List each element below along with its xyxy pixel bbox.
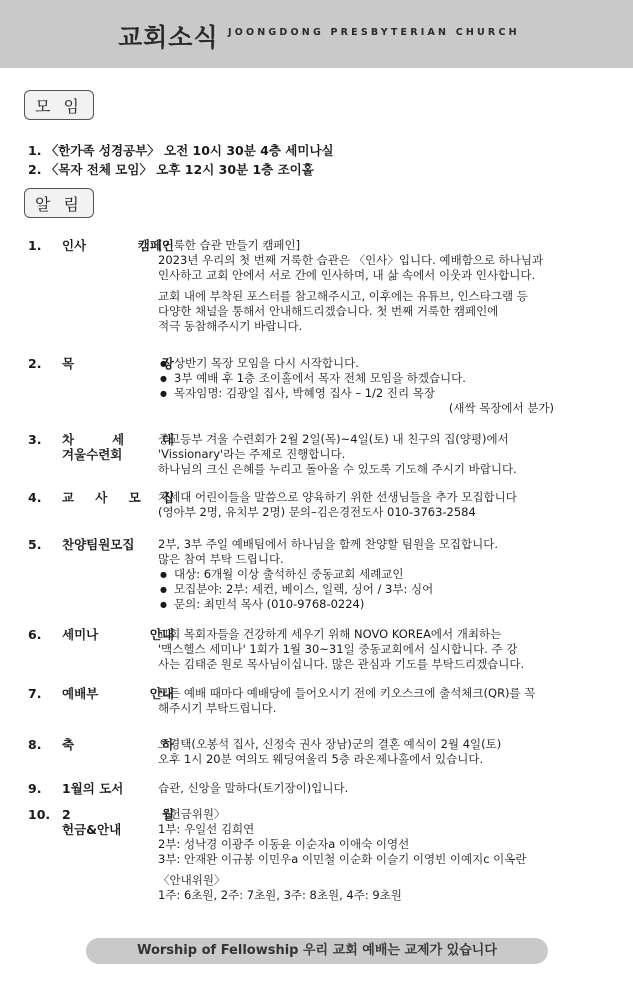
item-line: 교회 목회자들을 건강하게 세우기 위해 NOVO KOREA에서 개최하는 [158,627,502,641]
item-line: 중고등부 겨울 수련회가 2월 2일(목)~4일(토) 내 친구의 집(양평)에서 [158,432,509,446]
item-line: 1주: 6초원, 2주: 7초원, 3주: 8초원, 4주: 9초원 [158,888,402,902]
item-bullet: ● 문의: 최민석 목사 (010-9768-0224) [158,597,604,612]
item-line: 교회 내에 부착된 포스터를 참고해주시고, 이후에는 유튜브, 인스타그램 등 [158,289,528,303]
item-title: 1월의 도서 [62,781,124,796]
item-body [158,627,604,672]
item-body [158,238,604,334]
item-line: 〈안내위원〉 [158,873,226,887]
item-body [158,807,604,903]
item-line: 2023년 우리의 첫 번째 거룩한 습관은 〈인사〉입니다. 예배함으로 하나님과 [158,253,544,267]
item-line: 2부: 성낙경 이광주 이동윤 이순자a 이애숙 이영선 [158,837,410,851]
item-body [158,737,604,767]
item-line: 모든 예배 때마다 예배당에 들어오시기 전에 키오스크에 출석체크(QR)를 꼭 [158,686,536,700]
item-number: 3. [28,432,42,447]
item-bullet: ● 대상: 6개월 이상 출석하신 중동교회 세례교인 [158,567,604,582]
item-title: 2 월 [62,807,174,822]
item-number: 6. [28,627,42,642]
item-body [158,432,604,477]
item-line: 2부, 3부 주일 예배팀에서 하나님을 함께 찬양할 팀원을 모집합니다. [158,537,499,551]
item-line: 3부: 안재완 이규봉 이민우a 이민철 이순화 이슬기 이영빈 이예지c 이옥란 [158,852,527,866]
item-line: 다양한 채널을 통해서 안내해드리겠습니다. 첫 번째 거룩한 캠페인에 [158,304,499,318]
item-title: 교 사 모 집 [62,490,174,505]
page-header [0,0,633,68]
item-title-line-2: 헌금&안내 [62,822,122,837]
item-line: (새싹 목장에서 분가) [448,401,554,415]
item-body [158,781,604,796]
notices-label: 알 림 [24,188,94,218]
item-title: 인사 캠페인 [62,238,174,253]
item-line: 적극 동참해주시기 바랍니다. [158,319,303,333]
item-title: 차 세 대 [62,432,174,447]
item-bullet: ● 목자임명: 김광일 집사, 박혜영 집사 – 1/2 진리 목장 [158,386,604,401]
item-line: 해주시기 부탁드립니다. [158,701,277,715]
item-number: 10. [28,807,51,822]
item-line: 'Vissionary'라는 주제로 진행합니다. [158,447,346,461]
item-bullet: ● 모집분야: 2부: 세컨, 베이스, 일렉, 싱어 / 3부: 싱어 [158,582,604,597]
meeting-line-2: 2. 〈목자 전체 모임〉 오후 12시 30분 1층 조이홀 [28,162,314,177]
item-number: 4. [28,490,42,505]
item-number: 9. [28,781,42,796]
item-body [158,537,604,612]
meeting-line-1: 1. 〈한가족 성경공부〉 오전 10시 30분 4층 세미나실 [28,143,334,158]
item-line: 〈헌금위원〉 [158,807,226,821]
item-title: 세미나 안내 [62,627,174,642]
item-body [158,686,604,716]
meetings-label: 모 임 [24,90,94,120]
item-line: 인사하고 교회 안에서 서로 간에 인사하며, 내 삶 속에서 이웃과 인사합니다. [158,268,536,282]
item-line: 하나님의 크신 은혜를 누리고 돌아올 수 있도록 기도해 주시기 바랍니다. [158,462,517,476]
header-title: 교회소식 [118,23,219,52]
item-line: 습관, 신앙을 말하다(토기장이)입니다. [158,781,349,795]
item-body [158,356,604,416]
item-line: 차세대 어린이들을 말씀으로 양육하기 위한 선생님들을 추가 모집합니다 [158,490,517,504]
item-title: 목 장 [62,356,174,371]
item-bullet: ● 3부 예배 후 1층 조이홀에서 목자 전체 모임을 하겠습니다. [158,371,604,386]
item-line: [거룩한 습관 만들기 캠페인] [158,238,301,252]
header-subtitle: JOONGDONG PRESBYTERIAN CHURCH [228,27,520,38]
item-title-line-2: 겨울수련회 [62,447,123,462]
item-line: 오경택(오봉석 집사, 신정숙 권사 장남)군의 결혼 예식이 2월 4일(토) [158,737,502,751]
item-line: 오후 1시 20분 여의도 웨딩여울리 5층 라온제나홀에서 있습니다. [158,752,484,766]
item-bullet: ● 상반기 목장 모임을 다시 시작합니다. [158,356,604,371]
footer-banner: Worship of Fellowship 우리 교회 예배는 교제가 있습니다 [86,938,548,964]
item-title: 찬양팀원모집 [62,537,135,552]
item-line: (영아부 2명, 유치부 2명) 문의–김은경전도사 010-3763-2584 [158,505,476,519]
item-number: 5. [28,537,42,552]
item-number: 8. [28,737,42,752]
item-line: 많은 참여 부탁 드립니다. [158,552,284,566]
item-number: 7. [28,686,42,701]
item-body [158,490,604,520]
item-number: 2. [28,356,42,371]
item-line: '맥스헬스 세미나' 1회가 1월 30~31일 중동교회에서 실시합니다. 주 강 [158,642,518,656]
item-line: 사는 김태준 원로 목사님이십니다. 많은 관심과 기도를 부탁드리겠습니다. [158,657,525,671]
item-line: 1부: 우일선 김희연 [158,822,255,836]
item-number: 1. [28,238,42,253]
item-title: 예배부 안내 [62,686,174,701]
item-title: 축 하 [62,737,174,752]
